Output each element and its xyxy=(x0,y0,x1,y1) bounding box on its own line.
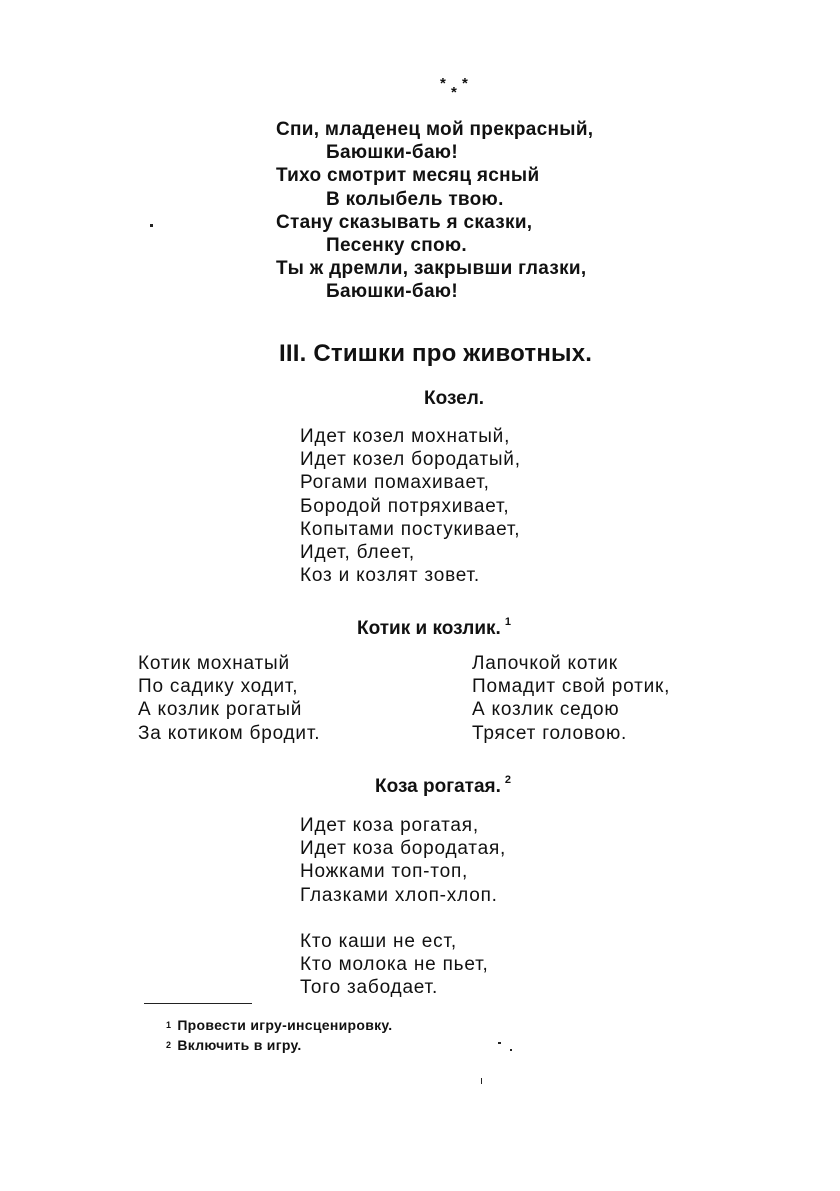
verse-line: В колыбель твою. xyxy=(326,188,504,210)
verse-line: За котиком бродит. xyxy=(138,722,321,744)
poem-kotik-left-column xyxy=(138,652,320,745)
footnote-ref: 1 xyxy=(504,616,511,628)
asterism-star: * xyxy=(462,75,468,92)
footnote xyxy=(166,1015,392,1035)
verse-line: Ножками топ-топ, xyxy=(300,861,469,883)
verse-line: Идет козел бородатый, xyxy=(300,449,521,471)
footnote-text: Провести игру-инсценировку. xyxy=(177,1017,393,1033)
verse-line: Бородой потряхивает, xyxy=(300,495,510,517)
verse-line: А козлик седою xyxy=(472,699,620,721)
verse-line: Котик мохнатый xyxy=(138,653,290,674)
verse-line: А козлик рогатый xyxy=(138,699,303,721)
verse-line: Помадит свой ротик, xyxy=(472,676,671,698)
scan-speck xyxy=(510,1049,512,1051)
footnote-mark: 2 xyxy=(166,1040,172,1050)
lullaby-stanza xyxy=(276,118,593,304)
footnote-ref: 2 xyxy=(504,774,512,786)
poem-title-text: Котик и козлик. xyxy=(357,618,501,639)
poem-title-text: Козел. xyxy=(424,388,485,409)
verse-line: По садику ходит, xyxy=(138,676,299,698)
verse-line: Копытами постукивает, xyxy=(300,518,521,540)
verse-line: Глазками хлоп-хлоп. xyxy=(300,884,498,906)
verse-line: Баюшки-баю! xyxy=(326,142,458,164)
section-heading: III. Стишки про животных. xyxy=(279,340,593,367)
footnote xyxy=(166,1035,392,1055)
verse-line: Тихо смотрит месяц ясный xyxy=(276,165,540,187)
asterism-star: * xyxy=(440,75,446,92)
poem-title-kotik xyxy=(357,618,511,640)
verse-line: Баюшки-баю! xyxy=(326,281,458,303)
verse-line: Кто каши не ест, xyxy=(300,931,457,952)
asterism-star: * xyxy=(451,84,457,101)
verse-line: Песенку спою. xyxy=(326,234,467,256)
verse-line: Кто молока не пьет, xyxy=(300,954,489,976)
poem-kotik-right-column xyxy=(472,652,670,745)
poem-title-koza xyxy=(375,776,511,798)
poem-koza-stanza-2 xyxy=(300,930,489,1000)
verse-line: Идет коза рогатая, xyxy=(300,815,479,836)
footnote-text: Включить в игру. xyxy=(177,1037,302,1053)
poem-title-kozel xyxy=(424,388,484,410)
verse-line: Того забодает. xyxy=(300,977,439,999)
verse-line: Стану сказывать я сказки, xyxy=(276,211,533,233)
asterism-ornament xyxy=(440,74,480,100)
footnote-mark: 1 xyxy=(166,1020,172,1030)
verse-line: Рогами помахивает, xyxy=(300,472,490,494)
verse-line: Трясет головою. xyxy=(472,722,628,744)
verse-line: Лапочкой котик xyxy=(472,653,618,674)
verse-line: Идет козел мохнатый, xyxy=(300,426,511,447)
verse-line: Идет коза бородатая, xyxy=(300,838,507,860)
verse-line: Спи, младенец мой прекрасный, xyxy=(276,119,594,140)
verse-line: Идет, блеет, xyxy=(300,541,415,563)
footnote-divider xyxy=(144,1003,252,1004)
scan-speck xyxy=(481,1078,482,1084)
poem-title-text: Коза рогатая. xyxy=(375,776,501,797)
verse-line: Коз и козлят зовет. xyxy=(300,565,480,587)
footnotes xyxy=(166,1015,392,1055)
scan-speck xyxy=(150,224,153,227)
poem-kozel-stanza xyxy=(300,425,521,587)
verse-line: Ты ж дремли, закрывши глазки, xyxy=(276,258,587,280)
poem-koza-stanza-1 xyxy=(300,814,506,907)
scan-speck xyxy=(498,1042,501,1044)
